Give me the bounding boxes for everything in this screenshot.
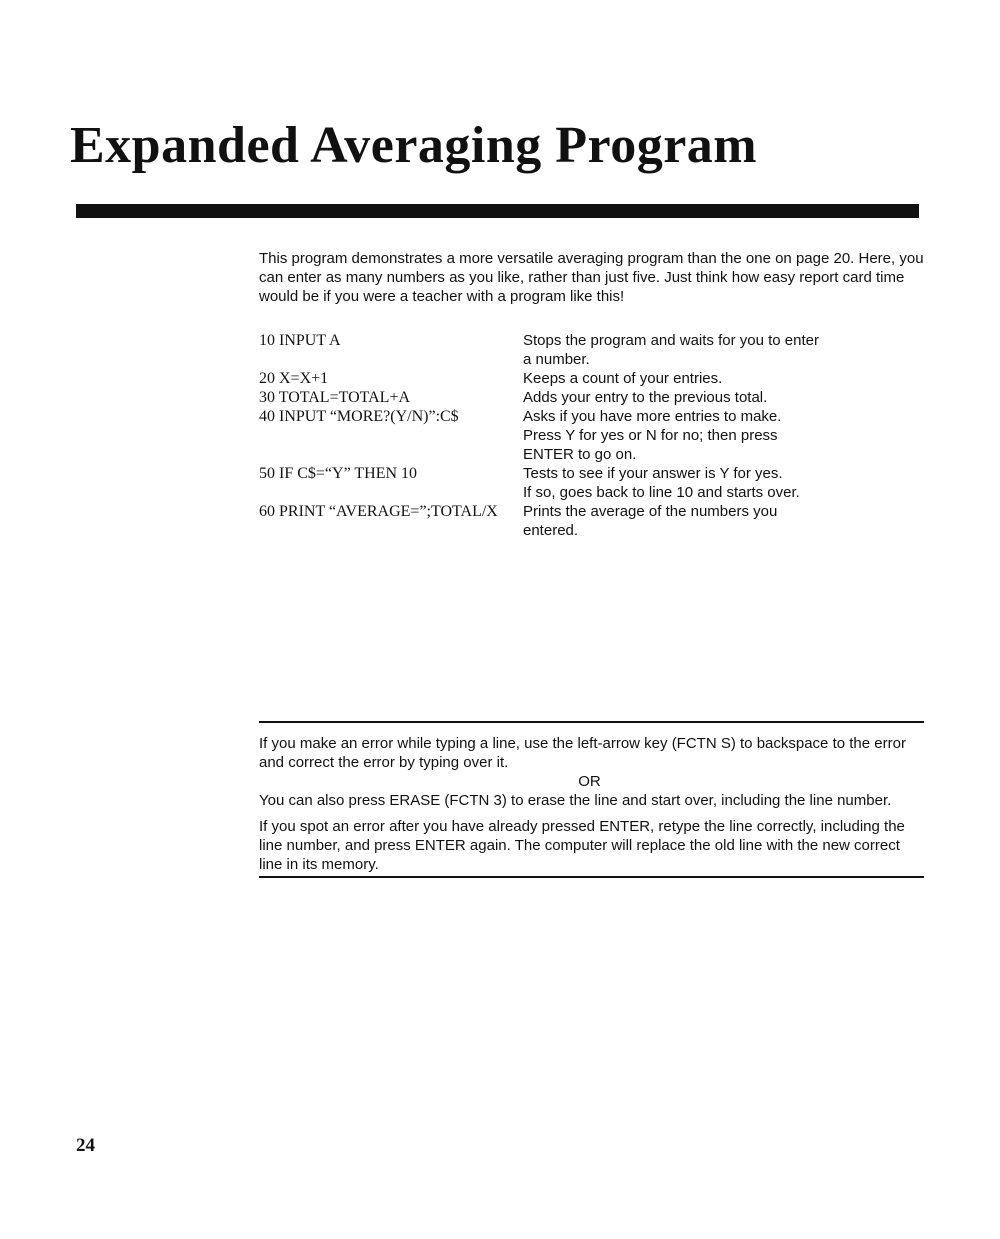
program-code: 60 PRINT “AVERAGE=”;TOTAL/X <box>259 503 498 520</box>
program-line <box>259 369 899 388</box>
note-or-divider: OR <box>578 773 601 790</box>
note-paragraph: You can also press ERASE (FCTN 3) to erase the line and start over, including the line number. <box>259 792 892 809</box>
program-description <box>523 502 899 540</box>
note-paragraph: If you make an error while typing a line, use the left-arrow key (FCTN S) to backspace to the error and correct the error by typing over it. <box>259 735 906 771</box>
program-code: 10 INPUT A <box>259 332 341 349</box>
error-correction-note <box>259 721 924 878</box>
description-line: Tests to see if your answer is Y for yes. <box>523 465 783 482</box>
program-code: 30 TOTAL=TOTAL+A <box>259 389 411 406</box>
program-description <box>523 464 899 502</box>
program-code: 20 X=X+1 <box>259 370 329 387</box>
description-line: Prints the average of the numbers you <box>523 503 778 520</box>
program-line <box>259 464 899 502</box>
description-line: Press Y for yes or N for no; then press <box>523 427 778 444</box>
page-number: 24 <box>76 1135 95 1156</box>
program-code: 50 IF C$=“Y” THEN 10 <box>259 465 418 482</box>
program-description <box>523 388 899 407</box>
intro-paragraph: This program demonstrates a more versatile averaging program than the one on page 20. Here, you can enter as many numbers as you like, rather than just five. Just think how easy report card time would be if you were a teacher with a program like this! <box>259 250 924 305</box>
program-description <box>523 407 899 464</box>
program-code: 40 INPUT “MORE?(Y/N)”:C$ <box>259 408 459 425</box>
page-title: Expanded Averaging Program <box>70 117 758 174</box>
program-listing <box>259 331 899 540</box>
program-description <box>523 331 899 369</box>
title-rule <box>76 204 919 218</box>
program-line <box>259 331 899 369</box>
description-line: Adds your entry to the previous total. <box>523 389 768 406</box>
description-line: a number. <box>523 351 590 368</box>
description-line: Stops the program and waits for you to enter <box>523 332 819 349</box>
description-line: Asks if you have more entries to make. <box>523 408 782 425</box>
program-description <box>523 369 899 388</box>
description-line: entered. <box>523 522 579 539</box>
note-paragraph: If you spot an error after you have already pressed ENTER, retype the line correctly, including the line number, and press ENTER again. The computer will replace the old line with the new correct line in its memory. <box>259 818 905 873</box>
program-line <box>259 388 899 407</box>
program-line <box>259 502 899 540</box>
program-line <box>259 407 899 464</box>
description-line: ENTER to go on. <box>523 446 637 463</box>
description-line: If so, goes back to line 10 and starts over. <box>523 484 800 501</box>
description-line: Keeps a count of your entries. <box>523 370 723 387</box>
